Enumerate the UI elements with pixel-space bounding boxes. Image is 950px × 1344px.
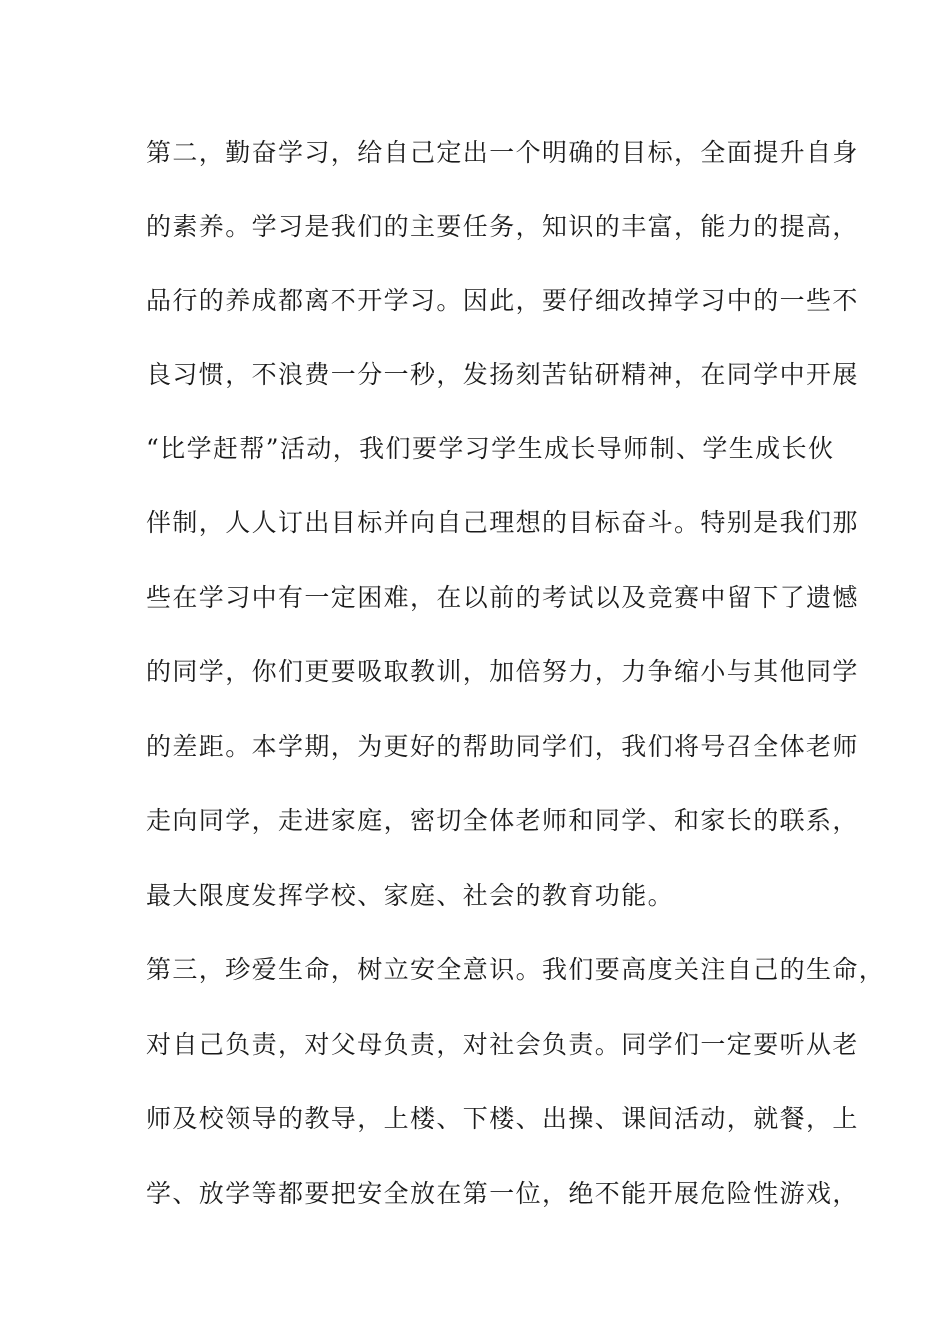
text-line: 师及校领导的教导，上楼、下楼、出操、课间活动，就餐，上 xyxy=(146,1104,859,1133)
text-line: 的同学，你们更要吸取教训，加倍努力，力争缩小与其他同学 xyxy=(146,657,859,686)
text-line: 对自己负责，对父母负责，对社会负责。同学们一定要听从老 xyxy=(146,1030,859,1059)
text-line: 的差距。本学期，为更好的帮助同学们，我们将号召全体老师 xyxy=(146,732,859,761)
text-line: 品行的养成都离不开学习。因此，要仔细改掉学习中的一些不 xyxy=(146,286,859,315)
text-line: 最大限度发挥学校、家庭、社会的教育功能。 xyxy=(146,881,675,910)
text-line: 些在学习中有一定困难，在以前的考试以及竞赛中留下了遗憾 xyxy=(146,583,859,612)
text-line: 走向同学，走进家庭，密切全体老师和同学、和家长的联系， xyxy=(146,806,859,835)
text-line: 伴制，人人订出目标并向自己理想的目标奋斗。特别是我们那 xyxy=(146,508,859,537)
text-line: 学、放学等都要把安全放在第一位，绝不能开展危险性游戏， xyxy=(146,1179,859,1208)
text-line: 第二，勤奋学习，给自己定出一个明确的目标，全面提升自身 xyxy=(146,138,859,167)
text-line: 良习惯，不浪费一分一秒，发扬刻苦钻研精神，在同学中开展 xyxy=(146,360,859,389)
text-line: “比学赶帮”活动，我们要学习学生成长导师制、学生成长伙 xyxy=(146,434,835,463)
text-line: 的素养。学习是我们的主要任务，知识的丰富，能力的提高， xyxy=(146,212,859,241)
text-line: 第三，珍爱生命，树立安全意识。我们要高度关注自己的生命， xyxy=(146,955,886,984)
